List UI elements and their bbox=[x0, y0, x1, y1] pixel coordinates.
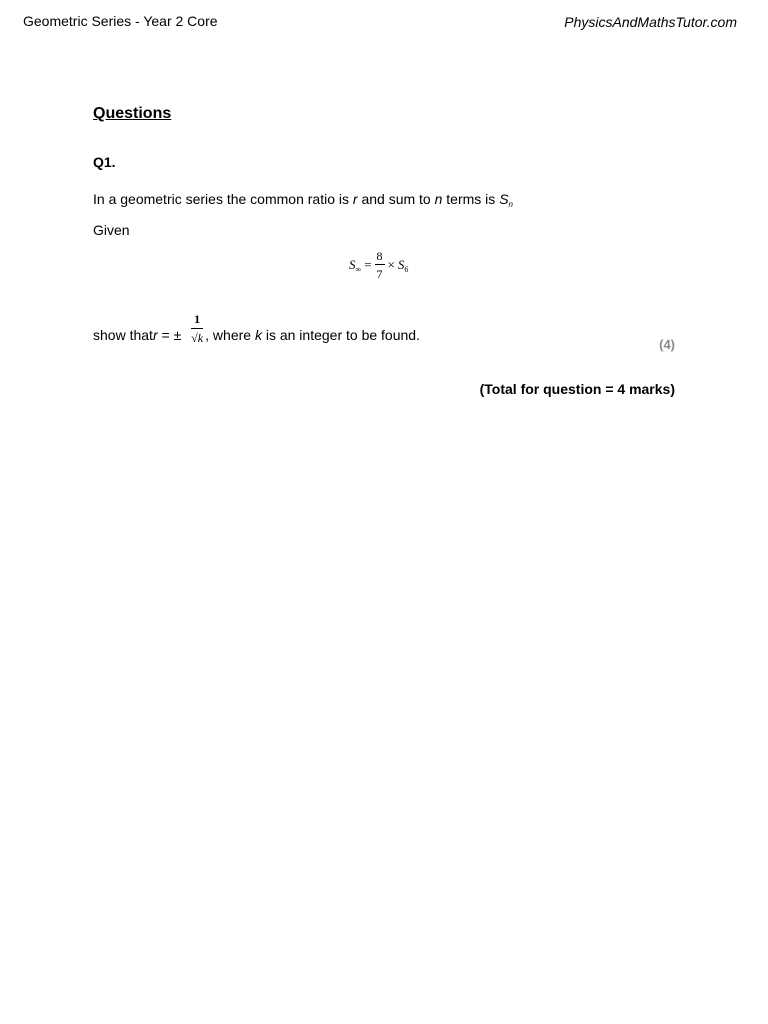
text: and sum to bbox=[357, 191, 435, 207]
header-title: Geometric Series - Year 2 Core bbox=[23, 13, 218, 29]
fraction-denominator: 7 bbox=[376, 267, 383, 281]
r-fraction bbox=[191, 313, 203, 344]
var-k: k bbox=[254, 327, 262, 343]
text: = ± bbox=[157, 327, 186, 343]
question-total: (Total for question = 4 marks) bbox=[479, 381, 675, 397]
r-fraction-numerator: 1 bbox=[191, 313, 203, 329]
text: is an integer to be found. bbox=[261, 327, 420, 343]
fraction-numerator: 8 bbox=[376, 249, 383, 263]
var-r: r bbox=[152, 327, 158, 343]
formula-lhs-sub: ∞ bbox=[355, 264, 362, 274]
formula-eq: = bbox=[364, 257, 372, 272]
subscript-n: n bbox=[508, 200, 513, 209]
text: In a geometric series the common ratio is bbox=[93, 191, 353, 207]
text: , where bbox=[205, 327, 255, 343]
formula-rhs-sub: 6 bbox=[404, 264, 409, 274]
formula-rhs: S bbox=[397, 256, 405, 272]
question-text-line1 bbox=[93, 191, 513, 209]
r-fraction-denominator bbox=[191, 329, 203, 344]
var-r: r bbox=[352, 191, 358, 207]
var-n: n bbox=[434, 191, 443, 207]
given-text: Given bbox=[93, 222, 130, 238]
section-title: Questions bbox=[93, 105, 172, 122]
header-site: PhysicsAndMathsTutor.com bbox=[564, 14, 737, 30]
question-text-line3 bbox=[93, 312, 420, 343]
sqrt-symbol: √ bbox=[191, 331, 198, 345]
formula-fraction bbox=[375, 250, 385, 280]
var-k: k bbox=[197, 331, 204, 345]
given-formula bbox=[349, 250, 408, 280]
var-S: S bbox=[499, 191, 509, 207]
formula-lhs: S bbox=[349, 256, 356, 272]
question-label: Q1. bbox=[93, 154, 116, 170]
text: terms is bbox=[442, 191, 500, 207]
text: show that bbox=[93, 327, 153, 343]
formula-times: × bbox=[387, 257, 395, 272]
question-marks: (4) bbox=[659, 337, 675, 352]
